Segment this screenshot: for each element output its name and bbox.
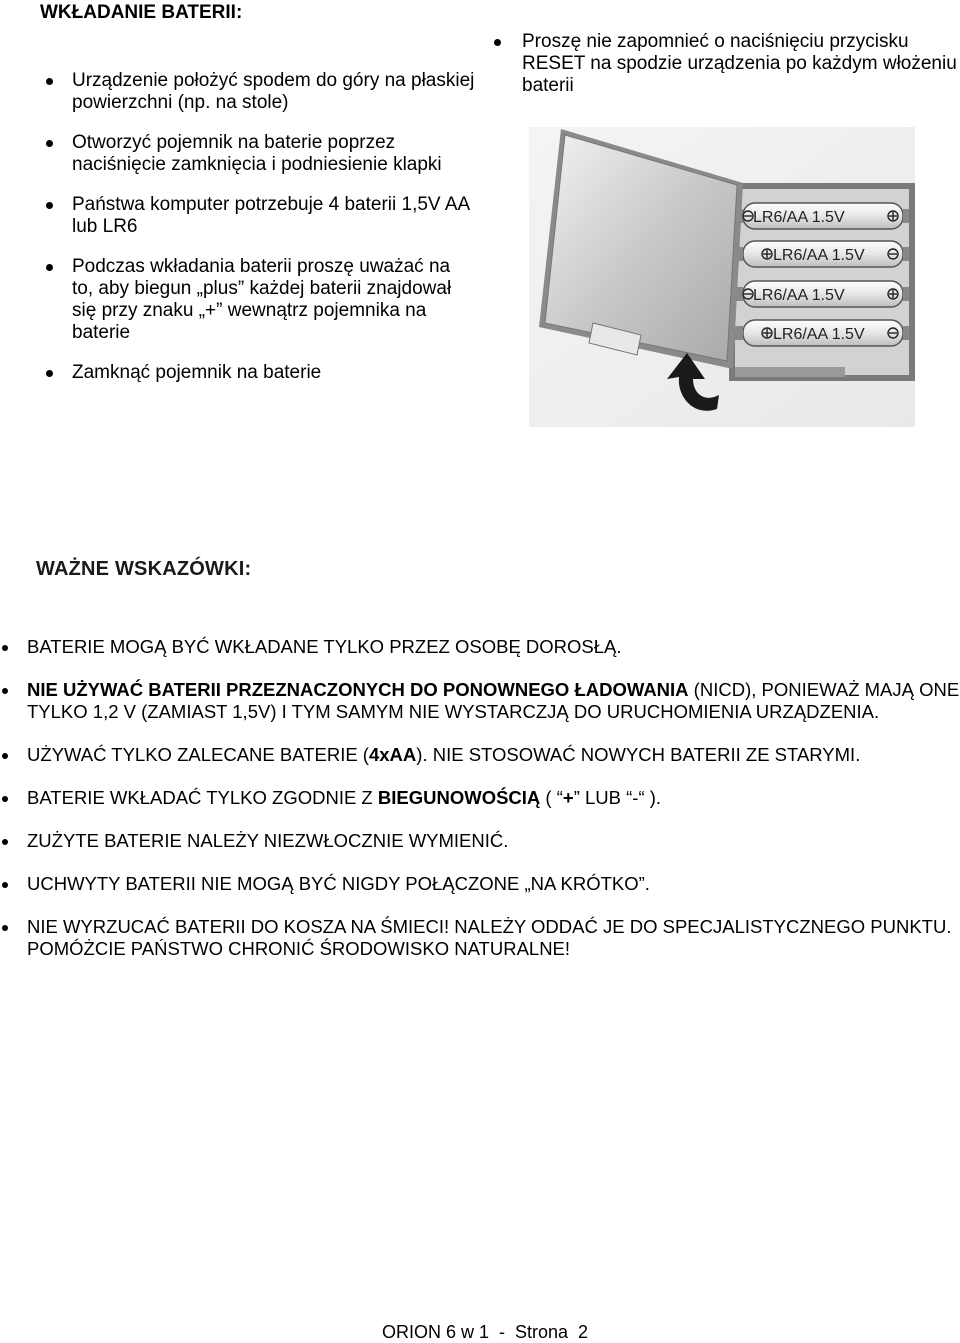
- list-item: [0, 787, 960, 809]
- battery-compartment-illustration: [529, 127, 915, 427]
- bullet-icon: [46, 78, 53, 85]
- bullet-icon: [2, 688, 8, 694]
- tip-emphasis: BIEGUNOWOŚCIĄ: [377, 787, 541, 808]
- battery-label-1: LR6/AA 1.5V: [753, 209, 845, 226]
- bullet-icon: [46, 370, 53, 377]
- tip-segment: UCHWYTY BATERII NIE MOGĄ BYĆ NIGDY POŁĄCZONE „NA KRÓTKO”.: [27, 873, 650, 894]
- tip-emphasis: +: [562, 787, 574, 808]
- tip-segment: (NICD), PONIEWAŻ MAJĄ ONE TYLKO 1,2 V (ZAMIAST 1,5V) I TYM SAMYM NIE WYSTARCZJĄ DO URUCHOMIENIA URZĄDZENIA.: [27, 679, 960, 722]
- reset-note: Proszę nie zapomnieć o naciśnięciu przycisku RESET na spodzie urządzenia po każdym włożeniu baterii: [522, 31, 957, 96]
- list-item: [0, 679, 960, 723]
- list-item: [40, 362, 480, 384]
- tip-segment: UŻYWAĆ TYLKO ZALECANE BATERIE (: [27, 744, 369, 765]
- battery-label-4: LR6/AA 1.5V: [773, 326, 865, 343]
- tips-title: WAŻNE WSKAZÓWKI:: [36, 558, 252, 580]
- bullet-icon: [46, 202, 53, 209]
- tip-segment: ” LUB “-“ ).: [573, 787, 662, 808]
- list-item: [40, 256, 457, 344]
- bullet-icon: [2, 925, 8, 931]
- tip-text: [27, 636, 622, 657]
- tip-text: [27, 744, 860, 765]
- tip-text: [27, 787, 661, 808]
- step-text: Zamknąć pojemnik na baterie: [72, 362, 322, 383]
- bullet-icon: [2, 882, 8, 888]
- list-item: [40, 194, 480, 238]
- list-item: [488, 31, 958, 97]
- list-item: [0, 916, 960, 960]
- bullet-icon: [46, 264, 53, 271]
- tip-text: [27, 830, 508, 851]
- tip-segment: ZUŻYTE BATERIE NALEŻY NIEZWŁOCZNIE WYMIENIĆ.: [27, 830, 509, 851]
- list-item: [40, 70, 480, 114]
- tip-segment: ( “: [540, 787, 563, 808]
- tips-list: [0, 636, 960, 960]
- tip-segment: ). NIE STOSOWAĆ NOWYCH BATERII ZE STARYMI.: [416, 744, 861, 765]
- tip-text: [27, 916, 951, 959]
- tip-emphasis: 4xAA: [368, 744, 417, 765]
- battery-label-3: LR6/AA 1.5V: [753, 287, 845, 304]
- step-text: Państwa komputer potrzebuje 4 baterii 1,5V AA lub LR6: [72, 194, 470, 237]
- tip-segment: NIE WYRZUCAĆ BATERII DO KOSZA NA ŚMIECI! NALEŻY ODDAĆ JE DO SPECJALISTYCZNEGO PUNKTU. POMÓŻCIE PAŃSTWO CHRONIĆ ŚRODOWISKO NATURALNE!: [27, 916, 952, 959]
- tip-segment: BATERIE WKŁADAĆ TYLKO ZGODNIE Z: [27, 787, 378, 808]
- step-text: Urządzenie położyć spodem do góry na płaskiej powierzchni (np. na stole): [72, 70, 475, 113]
- bullet-icon: [2, 753, 8, 759]
- bullet-icon: [2, 839, 8, 845]
- bullet-icon: [2, 645, 8, 651]
- list-item: [0, 636, 960, 658]
- list-item: [0, 744, 960, 766]
- tip-emphasis: NIE UŻYWAĆ BATERII PRZEZNACZONYCH DO PONOWNEGO ŁADOWANIA: [27, 679, 689, 700]
- tip-segment: BATERIE MOGĄ BYĆ WKŁADANE TYLKO PRZEZ OSOBĘ DOROSŁĄ.: [27, 636, 622, 657]
- step-text: Podczas wkładania baterii proszę uważać na to, aby biegun „plus” każdej baterii znajdował się przy znaku „+” wewnątrz pojemnika na baterie: [72, 256, 452, 343]
- tip-text: [27, 873, 650, 894]
- bullet-icon: [2, 796, 8, 802]
- list-item: [40, 132, 480, 176]
- insertion-steps: [40, 70, 480, 384]
- bullet-icon: [494, 39, 501, 46]
- reset-note-list: [488, 31, 958, 97]
- tip-text: [27, 679, 959, 722]
- bullet-icon: [46, 140, 53, 147]
- battery-label-2: LR6/AA 1.5V: [773, 247, 865, 264]
- list-item: [0, 873, 960, 895]
- insertion-title: WKŁADANIE BATERII:: [40, 2, 243, 23]
- page-footer: ORION 6 w 1 - Strona 2: [382, 1322, 589, 1342]
- step-text: Otworzyć pojemnik na baterie poprzez naciśnięcie zamknięcia i podniesienie klapki: [72, 132, 442, 175]
- battery-compartment-drawing: [529, 127, 915, 427]
- list-item: [0, 830, 960, 852]
